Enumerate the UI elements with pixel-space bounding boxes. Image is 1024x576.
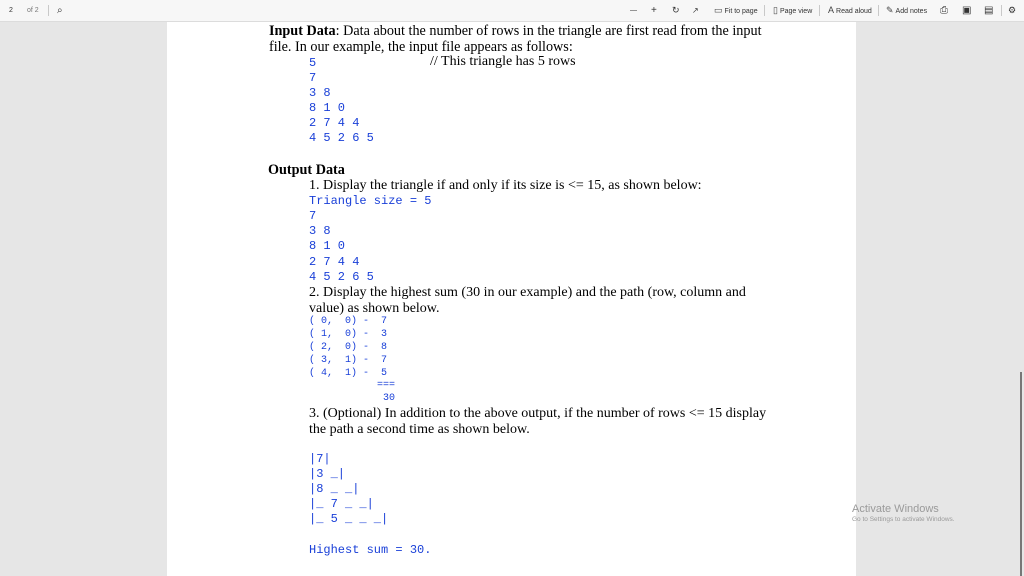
rotate-icon[interactable]: ↻	[672, 5, 680, 15]
step2-text-line2: value) as shown below.	[309, 301, 440, 316]
expand-icon[interactable]: ↗	[692, 6, 699, 15]
input-paragraph-text: : Data about the number of rows in the triangle are first read from the input	[335, 23, 762, 39]
fit-page-icon: ▭	[714, 5, 723, 15]
input-heading: Input Data	[269, 23, 336, 39]
highest-sum-line: Highest sum = 30.	[309, 543, 432, 557]
activation-watermark	[852, 503, 955, 523]
output-heading: Output Data	[268, 162, 345, 178]
page-view-button[interactable]	[773, 0, 812, 21]
print-icon[interactable]: ⎙	[940, 5, 948, 16]
path-sum-value: 30	[383, 393, 396, 404]
save-icon[interactable]: ▣	[962, 5, 972, 16]
read-aloud-label: Read aloud	[836, 8, 872, 15]
path-art-line: |7|	[309, 452, 331, 466]
triangle-row: 3 8	[309, 224, 331, 238]
path-row: ( 0, 0) - 7	[309, 316, 388, 327]
add-notes-button[interactable]	[886, 0, 927, 21]
input-file-line: 3 8	[309, 86, 331, 100]
watermark-title: Activate Windows	[852, 503, 939, 515]
path-art-line: |8 _ _|	[309, 482, 360, 496]
document-page	[167, 22, 856, 576]
triangle-row: 4 5 2 6 5	[309, 270, 374, 284]
input-file-line: 4 5 2 6 5	[309, 131, 374, 145]
zoom-out-button[interactable]: —	[630, 7, 637, 14]
toolbar-divider	[764, 5, 765, 16]
save-as-icon[interactable]: ▤	[984, 5, 994, 16]
path-art-line: |3 _|	[309, 467, 346, 481]
path-art-line: |_ 5 _ _ _|	[309, 512, 389, 526]
fit-to-page-button[interactable]	[714, 0, 758, 21]
page-view-label: Page view	[779, 8, 813, 15]
path-art-line: |_ 7 _ _|	[309, 497, 374, 511]
add-notes-label: Add notes	[895, 8, 928, 15]
step2-text-line1: 2. Display the highest sum (30 in our example) and the path (row, column and	[309, 285, 746, 300]
step1-text: 1. Display the triangle if and only if its size is <= 15, as shown below:	[309, 178, 702, 193]
input-file-line: 8 1 0	[309, 101, 346, 115]
read-aloud-button[interactable]	[828, 0, 872, 21]
input-paragraph-line1	[269, 23, 762, 40]
vertical-scrollbar[interactable]	[1020, 372, 1022, 576]
page-view-icon: ▯	[773, 5, 778, 15]
zoom-in-button[interactable]: +	[651, 5, 657, 16]
input-paragraph-line2: file. In our example, the input file appears as follows:	[269, 39, 573, 55]
path-row: ( 3, 1) - 7	[309, 355, 388, 366]
triangle-row: 7	[309, 209, 317, 223]
input-file-line: 2 7 4 4	[309, 116, 360, 130]
step3-text-line1: 3. (Optional) In addition to the above output, if the number of rows <= 15 display	[309, 406, 767, 421]
path-row: ( 2, 0) - 8	[309, 342, 388, 353]
path-row: ( 1, 0) - 3	[309, 329, 388, 340]
toolbar-divider	[48, 5, 49, 16]
toolbar-divider	[819, 5, 820, 16]
triangle-size-line: Triangle size = 5	[309, 194, 432, 208]
step3-text-line2: the path a second time as shown below.	[309, 422, 530, 437]
search-icon[interactable]: ⌕	[57, 5, 63, 16]
fit-to-page-label: Fit to page	[724, 8, 758, 15]
page-number-input[interactable]: 2	[9, 7, 13, 14]
input-file-line: 5	[309, 56, 317, 70]
pen-icon: ✎	[886, 5, 894, 15]
settings-icon[interactable]: ⚙	[1008, 5, 1017, 15]
watermark-subtitle: Go to Settings to activate Windows.	[852, 516, 955, 523]
read-aloud-icon: A	[828, 5, 835, 15]
page-total-label: of 2	[27, 7, 39, 14]
input-comment: // This triangle has 5 rows	[430, 54, 576, 69]
toolbar-divider	[878, 5, 879, 16]
toolbar-divider	[1001, 5, 1002, 16]
path-row: ( 4, 1) - 5	[309, 368, 388, 379]
triangle-row: 2 7 4 4	[309, 255, 360, 269]
input-file-line: 7	[309, 71, 317, 85]
pdf-toolbar	[0, 0, 1024, 22]
path-sum-rule: ===	[377, 380, 396, 391]
triangle-row: 8 1 0	[309, 239, 346, 253]
